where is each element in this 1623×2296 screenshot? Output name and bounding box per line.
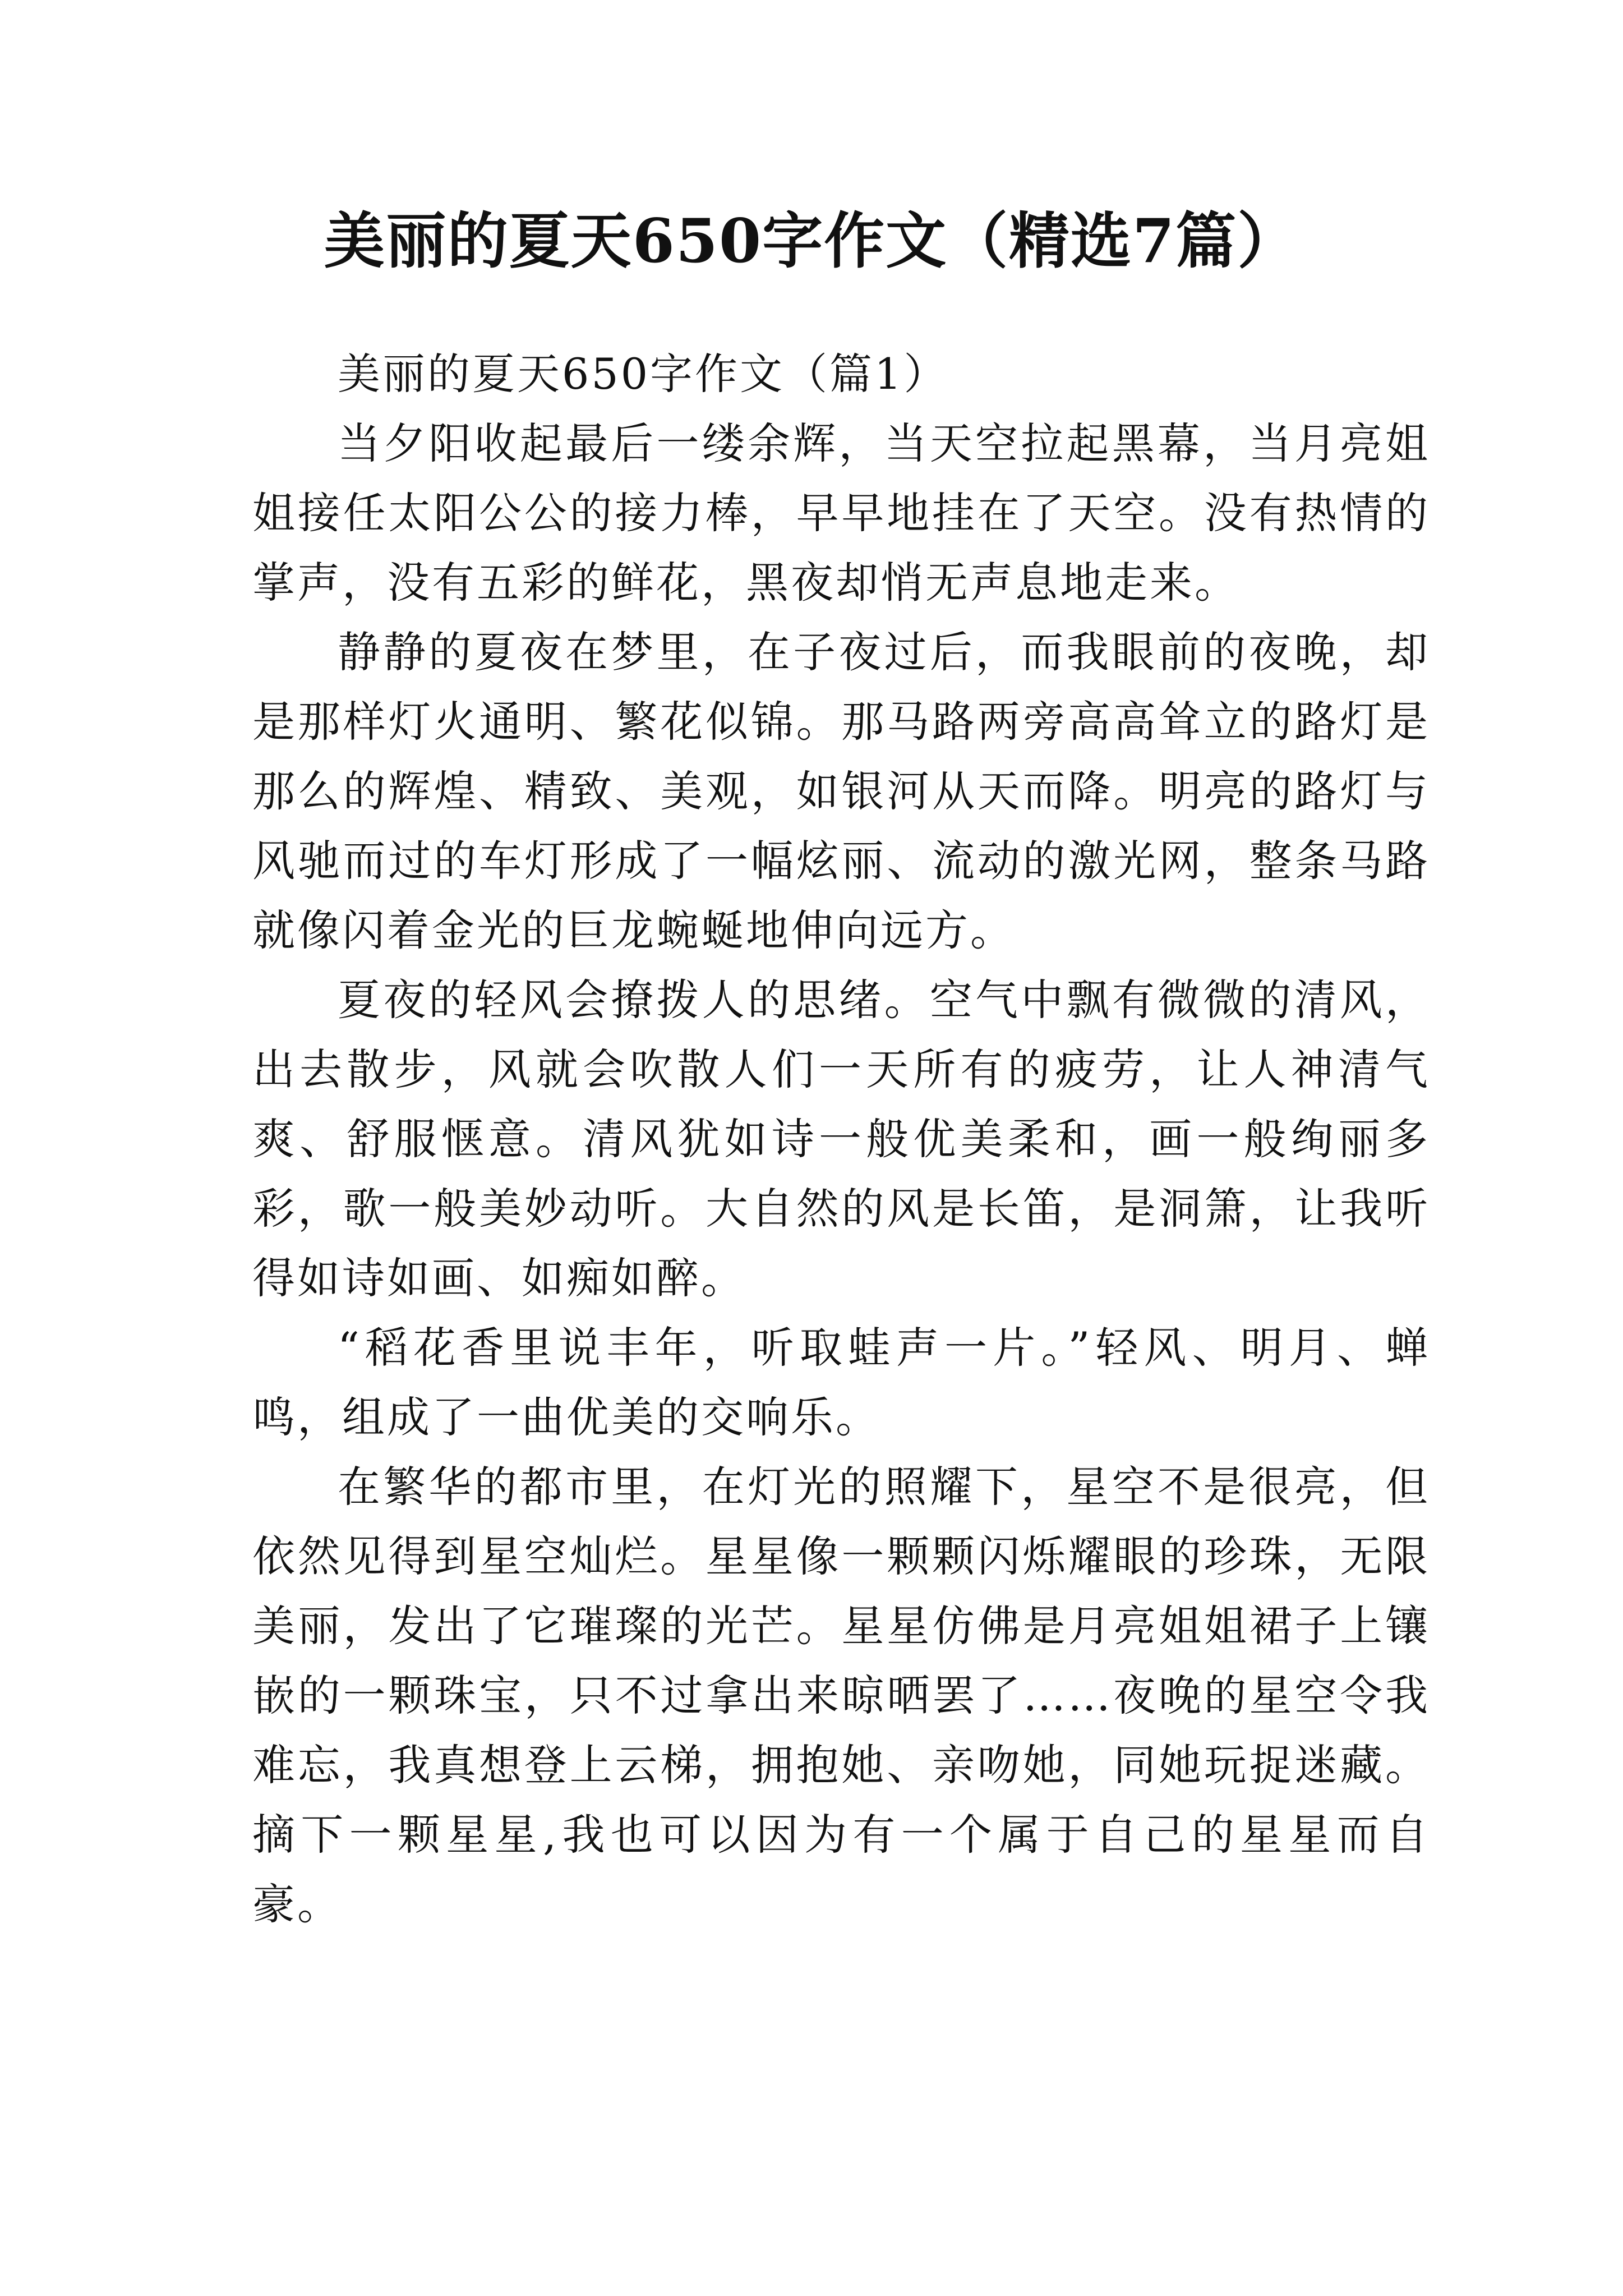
paragraph: “稻花香里说丰年，听取蛙声一片。”轻风、明月、蝉鸣，组成了一曲优美的交响乐。 (252, 1323, 1430, 1442)
paragraph: 夏夜的轻风会撩拨人的思绪。空气中飘有微微的清风，出去散步，风就会吹散人们一天所有的疲劳，让人神清气爽、舒服惬意。清风犹如诗一般优美柔和，画一般绚丽多彩，歌一般美妙动听。大自然的风是长笛，是洞箫，让我听得如诗如画、如痴如醉。 (252, 975, 1430, 1303)
paragraph: 静静的夏夜在梦里，在子夜过后，而我眼前的夜晚，却是那样灯火通明、繁花似锦。那马路两旁高高耸立的路灯是那么的辉煌、精致、美观，如银河从天而降。明亮的路灯与风驰而过的车灯形成了一幅炫丽、流动的激光网，整条马路就像闪着金光的巨龙蜿蜒地伸向远方。 (252, 627, 1430, 955)
document-title: 美丽的夏天650字作文（精选7篇） (324, 206, 1299, 277)
paragraph: 在繁华的都市里，在灯光的照耀下，星空不是很亮，但依然见得到星空灿烂。星星像一颗颗闪烁耀眼的珍珠，无限美丽，发出了它璀璨的光芒。星星仿佛是月亮姐姐裙子上镶嵌的一颗珠宝，只不过拿出来晾晒罢了……夜晚的星空令我难忘，我真想登上云梯，拥抱她、亲吻她，同她玩捉迷藏。摘下一颗星星,我也可以因为有一个属于自己的星星而自豪。 (252, 1462, 1430, 1929)
section-heading: 美丽的夏天650字作文（篇1） (338, 349, 949, 399)
paragraph: 当夕阳收起最后一缕余辉，当天空拉起黑幕，当月亮姐姐接任太阳公公的接力棒，早早地挂在了天空。没有热情的掌声，没有五彩的鲜花，黑夜却悄无声息地走来。 (252, 418, 1430, 608)
document-body (252, 339, 1430, 1939)
